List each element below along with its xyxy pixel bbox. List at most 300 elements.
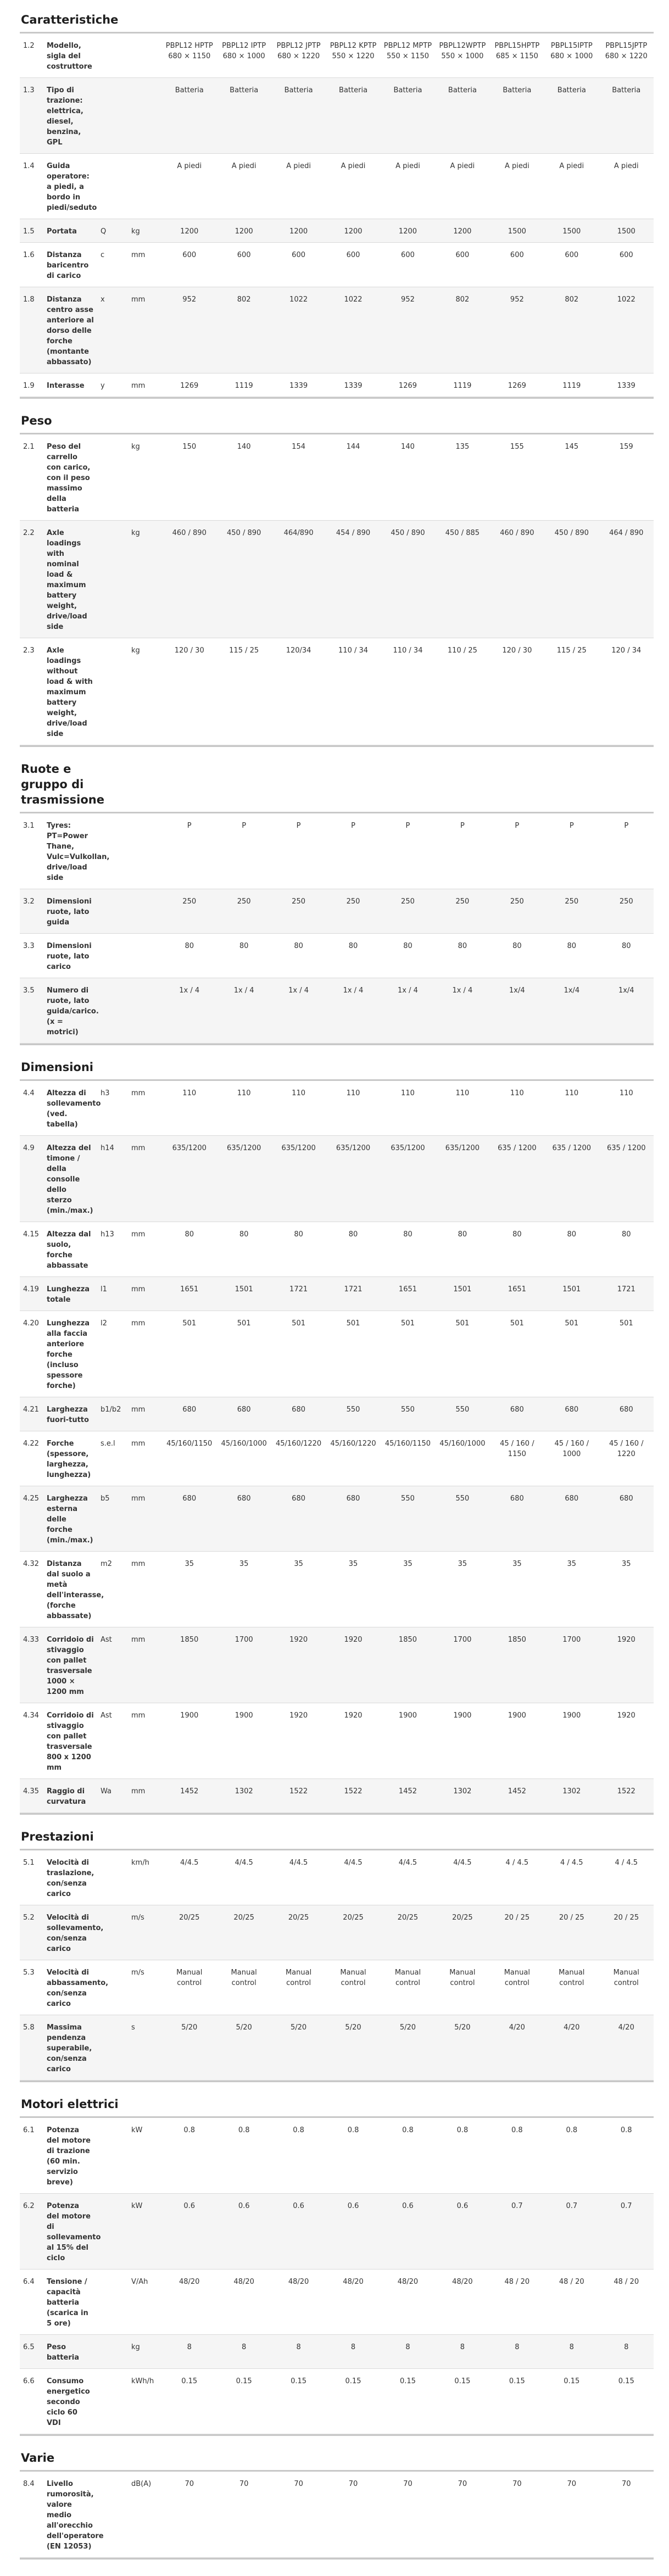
row-unit: mm xyxy=(128,1397,162,1431)
row-value: 80 xyxy=(490,934,544,978)
row-value: 4/4.5 xyxy=(216,1850,271,1905)
row-label: Lunghezza totale xyxy=(43,1277,97,1311)
row-value: 250 xyxy=(544,889,599,934)
row-value: A piedi xyxy=(544,154,599,219)
row-value: 0.15 xyxy=(162,2369,216,2434)
row-label: Altezza dal suolo, forche abbassate xyxy=(43,1222,97,1277)
row-unit: mm xyxy=(128,287,162,373)
row-value: 8 xyxy=(381,2335,435,2369)
row-value: 550 xyxy=(435,1397,489,1431)
row-value: 680 xyxy=(544,1397,599,1431)
row-value: 1500 xyxy=(544,219,599,243)
row-value: 20 / 25 xyxy=(599,1905,654,1960)
row-value: 1900 xyxy=(162,1703,216,1779)
row-value: 1269 xyxy=(162,373,216,397)
row-symbol: Ast xyxy=(97,1627,128,1703)
row-value: 1452 xyxy=(162,1779,216,1813)
row-symbol xyxy=(97,1850,128,1905)
table-row xyxy=(20,1397,654,1431)
row-value: 8 xyxy=(216,2335,271,2369)
row-value: 0.8 xyxy=(435,2118,489,2194)
row-value: 80 xyxy=(381,934,435,978)
table-row xyxy=(20,2194,654,2270)
row-symbol xyxy=(97,2335,128,2369)
bottom-spacer xyxy=(20,2560,654,2576)
row-value: PBPL12 HPTP 680 × 1150 xyxy=(162,34,216,78)
table-row xyxy=(20,638,654,745)
row-value: 1850 xyxy=(490,1627,544,1703)
row-value: 1501 xyxy=(216,1277,271,1311)
row-value: 635/1200 xyxy=(271,1136,326,1222)
row-value: Manual control xyxy=(490,1960,544,2015)
section-title: Varie xyxy=(21,2451,55,2465)
row-value: 45/160/1000 xyxy=(216,1431,271,1486)
row-number: 2.2 xyxy=(20,521,43,638)
row-number: 1.2 xyxy=(20,34,43,78)
row-value: 1920 xyxy=(326,1627,380,1703)
row-value: 1900 xyxy=(435,1703,489,1779)
row-symbol xyxy=(97,638,128,745)
row-value: Manual control xyxy=(544,1960,599,2015)
row-value: 464/890 xyxy=(271,521,326,638)
table-row xyxy=(20,1960,654,2015)
row-value: 4/4.5 xyxy=(435,1850,489,1905)
table-row xyxy=(20,434,654,521)
row-value: 80 xyxy=(381,1222,435,1277)
row-unit: mm xyxy=(128,1222,162,1277)
row-symbol xyxy=(97,78,128,154)
row-value: 0.6 xyxy=(162,2194,216,2270)
row-value: 1700 xyxy=(544,1627,599,1703)
row-value: 4/20 xyxy=(544,2015,599,2081)
row-value: 110 xyxy=(162,1081,216,1136)
row-value: 635 / 1200 xyxy=(490,1136,544,1222)
row-symbol: c xyxy=(97,243,128,287)
row-label: Velocità di traslazione, con/senza carico xyxy=(43,1850,97,1905)
row-value: 250 xyxy=(326,889,380,934)
row-number: 3.5 xyxy=(20,978,43,1044)
row-symbol: l2 xyxy=(97,1311,128,1397)
row-value: 600 xyxy=(271,243,326,287)
row-value: 250 xyxy=(381,889,435,934)
row-value: 1700 xyxy=(435,1627,489,1703)
row-value: 20/25 xyxy=(435,1905,489,1960)
row-value: 250 xyxy=(435,889,489,934)
row-value: 1119 xyxy=(435,373,489,397)
row-value: 464 / 890 xyxy=(599,521,654,638)
row-value: 1200 xyxy=(271,219,326,243)
row-value: 5/20 xyxy=(381,2015,435,2081)
table-row xyxy=(20,1850,654,1905)
row-value: 80 xyxy=(271,1222,326,1277)
row-symbol xyxy=(97,1905,128,1960)
row-symbol xyxy=(97,1960,128,2015)
row-value: 48/20 xyxy=(162,2270,216,2335)
row-unit: mm xyxy=(128,1627,162,1703)
row-value: 80 xyxy=(435,934,489,978)
row-value: 48/20 xyxy=(216,2270,271,2335)
table-row xyxy=(20,2369,654,2434)
row-value: 80 xyxy=(544,1222,599,1277)
row-value: 1x/4 xyxy=(544,978,599,1044)
row-label: Potenza del motore di sollevamento al 15% del ciclo xyxy=(43,2194,97,2270)
row-label: Portata xyxy=(43,219,97,243)
row-label: Peso del carrello con carico, con il peso massimo della batteria xyxy=(43,434,97,521)
row-symbol: h14 xyxy=(97,1136,128,1222)
row-value: 680 xyxy=(216,1397,271,1431)
row-number: 4.15 xyxy=(20,1222,43,1277)
row-value: 1850 xyxy=(162,1627,216,1703)
row-label: Dimensioni ruote, lato guida xyxy=(43,889,97,934)
row-number: 4.4 xyxy=(20,1081,43,1136)
table-row xyxy=(20,1136,654,1222)
row-value: 120 / 30 xyxy=(162,638,216,745)
row-label: Potenza del motore di trazione (60 min. servizio breve) xyxy=(43,2118,97,2194)
row-value: Manual control xyxy=(599,1960,654,2015)
row-value: 80 xyxy=(216,934,271,978)
row-value: 70 xyxy=(599,2472,654,2558)
row-value: 140 xyxy=(381,434,435,521)
row-value: 501 xyxy=(326,1311,380,1397)
row-value: Batteria xyxy=(490,78,544,154)
row-value: Manual control xyxy=(271,1960,326,2015)
row-value: 120/34 xyxy=(271,638,326,745)
row-value: 8 xyxy=(490,2335,544,2369)
row-value: 1200 xyxy=(216,219,271,243)
table-row xyxy=(20,2270,654,2335)
row-value: 635 / 1200 xyxy=(599,1136,654,1222)
row-value: 20/25 xyxy=(326,1905,380,1960)
table-row xyxy=(20,2118,654,2194)
row-value: Batteria xyxy=(381,78,435,154)
row-number: 5.3 xyxy=(20,1960,43,2015)
row-value: A piedi xyxy=(490,154,544,219)
table-row xyxy=(20,1311,654,1397)
row-value: 35 xyxy=(162,1552,216,1627)
row-number: 4.32 xyxy=(20,1552,43,1627)
row-label: Axle loadings with nominal load & maximum battery weight, drive/load side xyxy=(43,521,97,638)
row-value: 600 xyxy=(162,243,216,287)
table-row xyxy=(20,2472,654,2558)
row-value: 1721 xyxy=(326,1277,380,1311)
row-unit: mm xyxy=(128,1703,162,1779)
row-value: 501 xyxy=(490,1311,544,1397)
row-value: 0.6 xyxy=(381,2194,435,2270)
row-value: 250 xyxy=(162,889,216,934)
table-row xyxy=(20,813,654,889)
row-value: 1269 xyxy=(490,373,544,397)
row-value: 1339 xyxy=(599,373,654,397)
row-value: 0.8 xyxy=(326,2118,380,2194)
row-value: 5/20 xyxy=(216,2015,271,2081)
row-unit xyxy=(128,978,162,1044)
row-value: 45/160/1000 xyxy=(435,1431,489,1486)
row-value: 1651 xyxy=(162,1277,216,1311)
row-value: 680 xyxy=(162,1486,216,1552)
row-value: 550 xyxy=(326,1397,380,1431)
row-value: 80 xyxy=(162,1222,216,1277)
row-unit: V/Ah xyxy=(128,2270,162,2335)
row-number: 3.2 xyxy=(20,889,43,934)
row-value: 70 xyxy=(162,2472,216,2558)
row-value: Manual control xyxy=(326,1960,380,2015)
row-value: 0.15 xyxy=(271,2369,326,2434)
row-value: 4/4.5 xyxy=(271,1850,326,1905)
row-symbol xyxy=(97,154,128,219)
row-value: 35 xyxy=(381,1552,435,1627)
row-value: 0.15 xyxy=(381,2369,435,2434)
row-number: 4.34 xyxy=(20,1703,43,1779)
row-value: 45/160/1150 xyxy=(162,1431,216,1486)
row-label: Consumo energetico secondo ciclo 60 VDI xyxy=(43,2369,97,2434)
row-value: P xyxy=(544,813,599,889)
row-label: Distanza baricentro di carico xyxy=(43,243,97,287)
row-value: 635/1200 xyxy=(381,1136,435,1222)
row-value: 1920 xyxy=(599,1703,654,1779)
row-value: 0.15 xyxy=(326,2369,380,2434)
row-unit: mm xyxy=(128,1136,162,1222)
row-symbol: b5 xyxy=(97,1486,128,1552)
row-label: Interasse xyxy=(43,373,97,397)
row-unit: kWh/h xyxy=(128,2369,162,2434)
row-number: 6.6 xyxy=(20,2369,43,2434)
row-unit: mm xyxy=(128,1486,162,1552)
row-value: 1452 xyxy=(490,1779,544,1813)
row-value: 0.15 xyxy=(490,2369,544,2434)
row-value: 144 xyxy=(326,434,380,521)
row-symbol: h3 xyxy=(97,1081,128,1136)
row-number: 5.8 xyxy=(20,2015,43,2081)
row-symbol xyxy=(97,2369,128,2434)
row-value: 1700 xyxy=(216,1627,271,1703)
row-value: 110 / 34 xyxy=(326,638,380,745)
row-label: Velocità di sollevamento, con/senza carico xyxy=(43,1905,97,1960)
row-value: 45/160/1220 xyxy=(326,1431,380,1486)
row-number: 6.2 xyxy=(20,2194,43,2270)
row-value: 115 / 25 xyxy=(216,638,271,745)
table-row xyxy=(20,1222,654,1277)
table-row xyxy=(20,2015,654,2081)
row-value: 0.6 xyxy=(271,2194,326,2270)
row-value: 20/25 xyxy=(381,1905,435,1960)
row-symbol: y xyxy=(97,373,128,397)
table-row xyxy=(20,1703,654,1779)
row-number: 4.33 xyxy=(20,1627,43,1703)
row-value: 680 xyxy=(490,1486,544,1552)
row-label: Larghezza fuori-tutto xyxy=(43,1397,97,1431)
row-value: 1452 xyxy=(381,1779,435,1813)
table-row xyxy=(20,1627,654,1703)
row-value: 5/20 xyxy=(326,2015,380,2081)
row-value: 80 xyxy=(435,1222,489,1277)
table-row xyxy=(20,889,654,934)
table-row xyxy=(20,34,654,78)
row-value: 8 xyxy=(162,2335,216,2369)
row-value: 80 xyxy=(599,1222,654,1277)
row-value: 501 xyxy=(381,1311,435,1397)
table-row xyxy=(20,154,654,219)
row-number: 4.25 xyxy=(20,1486,43,1552)
row-label: Velocità di abbassamento, con/senza carico xyxy=(43,1960,97,2015)
row-value: 4 / 4.5 xyxy=(490,1850,544,1905)
row-number: 1.5 xyxy=(20,219,43,243)
row-symbol: b1/b2 xyxy=(97,1397,128,1431)
row-value: 1x/4 xyxy=(490,978,544,1044)
row-symbol xyxy=(97,434,128,521)
row-value: 635/1200 xyxy=(326,1136,380,1222)
row-value: 600 xyxy=(381,243,435,287)
row-number: 5.1 xyxy=(20,1850,43,1905)
row-value: 0.15 xyxy=(599,2369,654,2434)
row-value: 1269 xyxy=(381,373,435,397)
row-value: A piedi xyxy=(381,154,435,219)
row-unit: s xyxy=(128,2015,162,2081)
row-label: Altezza di sollevamento (ved. tabella) xyxy=(43,1081,97,1136)
row-symbol xyxy=(97,521,128,638)
row-value: 48 / 20 xyxy=(544,2270,599,2335)
row-number: 2.1 xyxy=(20,434,43,521)
row-value: 48 / 20 xyxy=(599,2270,654,2335)
row-value: 4/20 xyxy=(599,2015,654,2081)
row-value: 110 xyxy=(216,1081,271,1136)
row-value: 550 xyxy=(381,1397,435,1431)
row-value: 450 / 890 xyxy=(216,521,271,638)
row-value: 45/160/1220 xyxy=(271,1431,326,1486)
row-label: Larghezza esterna delle forche (min./max.) xyxy=(43,1486,97,1552)
row-unit: mm xyxy=(128,1431,162,1486)
row-label: Tyres: PT=Power Thane, Vulc=Vulkollan, drive/load side xyxy=(43,813,97,889)
row-value: 450 / 890 xyxy=(544,521,599,638)
row-value: Batteria xyxy=(216,78,271,154)
row-value: 1500 xyxy=(490,219,544,243)
row-value: Manual control xyxy=(162,1960,216,2015)
spec-table xyxy=(20,813,654,1044)
row-value: PBPL15IPTP 680 × 1000 xyxy=(544,34,599,78)
table-row xyxy=(20,1905,654,1960)
row-symbol xyxy=(97,813,128,889)
row-value: 70 xyxy=(216,2472,271,2558)
row-value: 0.8 xyxy=(162,2118,216,2194)
section-table-block xyxy=(20,2116,654,2436)
section-title: Dimensioni xyxy=(21,1061,93,1074)
spec-table xyxy=(20,1081,654,1813)
row-value: 80 xyxy=(216,1222,271,1277)
row-value: PBPL12 IPTP 680 × 1000 xyxy=(216,34,271,78)
row-value: 0.7 xyxy=(544,2194,599,2270)
row-label: Axle loadings without load & with maximum battery weight, drive/load side xyxy=(43,638,97,745)
row-value: 0.15 xyxy=(216,2369,271,2434)
row-label: Dimensioni ruote, lato carico xyxy=(43,934,97,978)
row-value: P xyxy=(326,813,380,889)
row-number: 2.3 xyxy=(20,638,43,745)
row-value: 460 / 890 xyxy=(162,521,216,638)
row-value: 1x / 4 xyxy=(435,978,489,1044)
section-title: Caratteristiche xyxy=(21,13,119,26)
row-value: 635/1200 xyxy=(435,1136,489,1222)
row-value: 1850 xyxy=(381,1627,435,1703)
row-unit xyxy=(128,934,162,978)
row-symbol: Ast xyxy=(97,1703,128,1779)
row-value: 48/20 xyxy=(435,2270,489,2335)
table-row xyxy=(20,1277,654,1311)
row-unit: kg xyxy=(128,219,162,243)
row-value: 600 xyxy=(326,243,380,287)
row-value: 155 xyxy=(490,434,544,521)
row-value: 501 xyxy=(162,1311,216,1397)
row-value: 80 xyxy=(326,934,380,978)
table-row xyxy=(20,78,654,154)
table-row xyxy=(20,287,654,373)
row-label: Massima pendenza superabile, con/senza carico xyxy=(43,2015,97,2081)
row-value: 1302 xyxy=(544,1779,599,1813)
row-symbol xyxy=(97,34,128,78)
row-number: 4.19 xyxy=(20,1277,43,1311)
row-value: 1651 xyxy=(381,1277,435,1311)
row-value: 70 xyxy=(271,2472,326,2558)
row-value: 0.8 xyxy=(381,2118,435,2194)
row-value: A piedi xyxy=(216,154,271,219)
row-unit xyxy=(128,78,162,154)
row-value: 1x / 4 xyxy=(381,978,435,1044)
section-table-block xyxy=(20,812,654,1045)
section-table-block xyxy=(20,2470,654,2560)
row-value: 20/25 xyxy=(162,1905,216,1960)
table-row xyxy=(20,1081,654,1136)
row-value: 1x/4 xyxy=(599,978,654,1044)
row-value: 454 / 890 xyxy=(326,521,380,638)
row-value: 45/160/1150 xyxy=(381,1431,435,1486)
spec-table xyxy=(20,2118,654,2434)
row-value: 159 xyxy=(599,434,654,521)
row-value: 70 xyxy=(544,2472,599,2558)
row-value: P xyxy=(162,813,216,889)
row-value: 635/1200 xyxy=(216,1136,271,1222)
row-value: 680 xyxy=(599,1397,654,1431)
row-value: 115 / 25 xyxy=(544,638,599,745)
row-value: 600 xyxy=(490,243,544,287)
row-value: 680 xyxy=(599,1486,654,1552)
row-value: 680 xyxy=(216,1486,271,1552)
row-symbol: x xyxy=(97,287,128,373)
row-value: Manual control xyxy=(216,1960,271,2015)
row-value: 80 xyxy=(490,1222,544,1277)
row-value: P xyxy=(490,813,544,889)
row-label: Raggio di curvatura xyxy=(43,1779,97,1813)
row-value: 501 xyxy=(599,1311,654,1397)
row-value: 1900 xyxy=(216,1703,271,1779)
row-label: Forche (spessore, larghezza, lunghezza) xyxy=(43,1431,97,1486)
row-value: 48/20 xyxy=(271,2270,326,2335)
row-value: 80 xyxy=(326,1222,380,1277)
row-value: 5/20 xyxy=(271,2015,326,2081)
row-value: 120 / 30 xyxy=(490,638,544,745)
row-value: A piedi xyxy=(271,154,326,219)
row-value: 1022 xyxy=(326,287,380,373)
spec-table xyxy=(20,2472,654,2558)
row-value: 110 xyxy=(599,1081,654,1136)
row-value: 135 xyxy=(435,434,489,521)
row-value: 48/20 xyxy=(381,2270,435,2335)
row-unit: m/s xyxy=(128,1960,162,2015)
row-value: 1721 xyxy=(599,1277,654,1311)
row-value: 35 xyxy=(599,1552,654,1627)
row-label: Numero di ruote, lato guida/carico. (x = motrici) xyxy=(43,978,97,1044)
row-label: Distanza dal suolo a metà dell'interasse, (forche abbassate) xyxy=(43,1552,97,1627)
row-value: P xyxy=(435,813,489,889)
row-value: PBPL12WPTP 550 × 1000 xyxy=(435,34,489,78)
row-value: 35 xyxy=(435,1552,489,1627)
table-row xyxy=(20,1486,654,1552)
